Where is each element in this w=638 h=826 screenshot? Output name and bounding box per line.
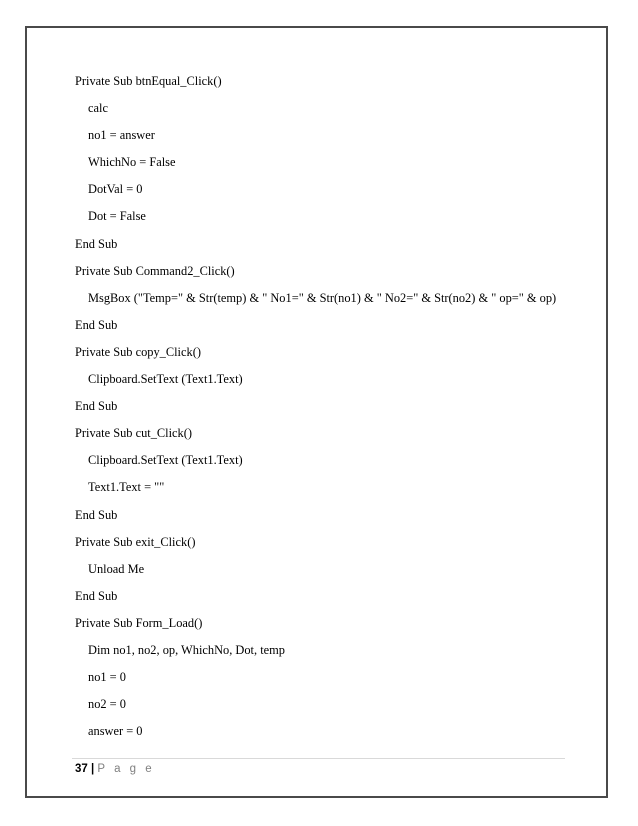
code-line: answer = 0 xyxy=(88,724,143,739)
code-line: Private Sub copy_Click() xyxy=(75,344,201,359)
footer-separator: | xyxy=(91,763,95,775)
code-line: DotVal = 0 xyxy=(88,182,143,197)
code-line: Clipboard.SetText (Text1.Text) xyxy=(88,372,243,387)
code-line: Private Sub Form_Load() xyxy=(75,615,203,630)
page-number: 37 xyxy=(75,763,88,775)
code-line: End Sub xyxy=(75,236,118,251)
page-footer xyxy=(75,762,155,776)
code-line: Dot = False xyxy=(88,209,146,224)
code-listing xyxy=(75,73,595,750)
code-line: no1 = 0 xyxy=(88,670,126,685)
code-line: calc xyxy=(88,101,108,116)
code-line: Text1.Text = "" xyxy=(88,480,165,495)
code-line: End Sub xyxy=(75,507,118,522)
code-line: Dim no1, no2, op, WhichNo, Dot, temp xyxy=(88,642,285,657)
page-label: P a g e xyxy=(97,763,155,775)
code-line: Private Sub cut_Click() xyxy=(75,426,193,441)
code-line: Unload Me xyxy=(88,561,145,576)
code-line: End Sub xyxy=(75,588,118,603)
code-line: MsgBox ("Temp=" & Str(temp) & " No1=" & Str(no1) & " No2=" & Str(no2) & " op=" & op) xyxy=(88,290,557,305)
footer-rule xyxy=(72,758,565,759)
code-line: End Sub xyxy=(75,399,118,414)
code-line: Private Sub Command2_Click() xyxy=(75,263,235,278)
code-line: End Sub xyxy=(75,317,118,332)
code-line: Clipboard.SetText (Text1.Text) xyxy=(88,453,243,468)
code-line: no2 = 0 xyxy=(88,697,126,712)
code-line: WhichNo = False xyxy=(88,155,176,170)
code-line: Private Sub btnEqual_Click() xyxy=(75,74,222,88)
code-line: Private Sub exit_Click() xyxy=(75,534,196,549)
code-line: no1 = answer xyxy=(88,128,155,143)
